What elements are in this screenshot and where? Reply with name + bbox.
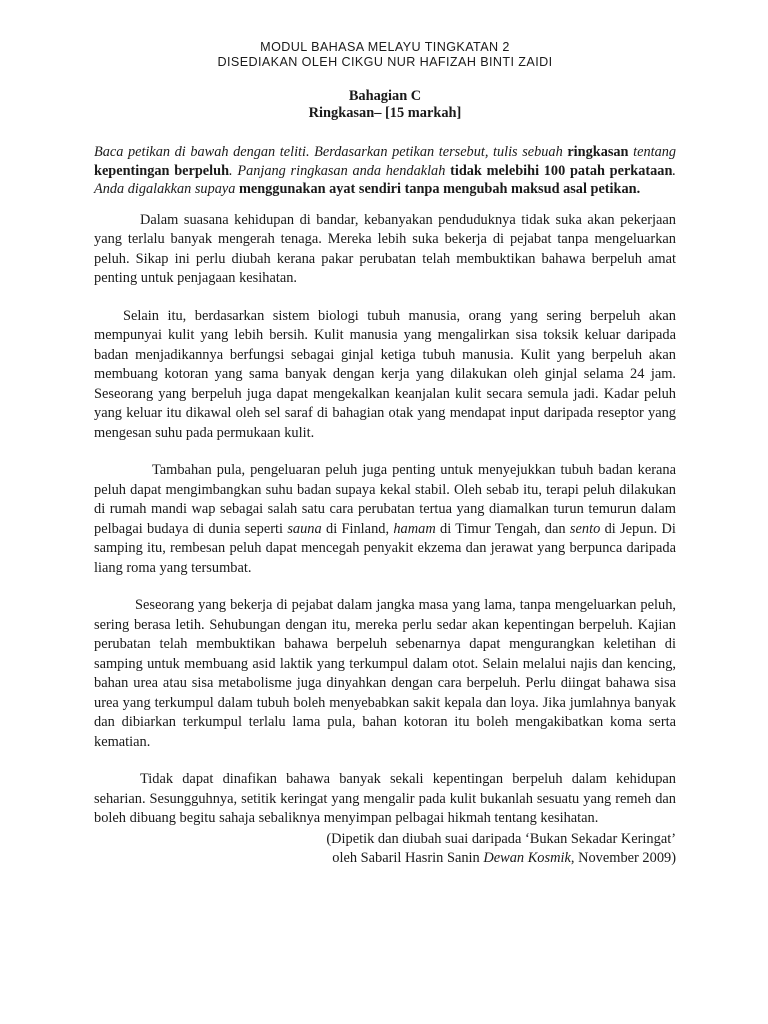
instr-text-1: Baca petikan di bawah dengan teliti. Berdasarkan petikan tersebut, tulis sebuah — [94, 144, 563, 160]
section-subtitle: Ringkasan– [15 markah] — [308, 105, 462, 121]
citation-line-2 — [94, 849, 676, 869]
section-heading — [94, 88, 676, 122]
passage-paragraph-3 — [94, 461, 676, 578]
citation-line-1: (Dipetik dan diubah suai daripada ‘Bukan Sekadar Keringat’ — [326, 830, 676, 847]
module-header — [94, 40, 676, 70]
citation-date: , November 2009) — [570, 850, 676, 867]
instr-text-3: . Panjang ringkasan anda hendaklah — [229, 162, 446, 179]
p3-text-d: di Jepun. Di samping itu, rembesan peluh dapat mencegah penyakit ekzema dan jerawat yang berpunca daripada liang roma yang tersumbat. — [94, 520, 676, 576]
term-sauna: sauna — [287, 520, 322, 537]
section-title: Bahagian C — [348, 88, 422, 104]
instr-bold-1: ringkasan — [567, 144, 629, 160]
citation-author: oleh Sabaril Hasrin Sanin — [332, 850, 480, 867]
module-title: MODUL BAHASA MELAYU TINGKATAN 2 — [260, 40, 510, 54]
instr-text-2: tentang — [633, 144, 677, 160]
citation-magazine: Dewan Kosmik — [483, 850, 571, 867]
passage-paragraph-5: Tidak dapat dinafikan bahawa banyak sekali kepentingan berpeluh dalam kehidupan seharian. Sesungguhnya, setitik keringat yang mengalir pada kulit bukanlah sesuatu yang remeh dan boleh dibuang begitu sahaja sebaliknya menyimpan pelbagai hikmah tentang kesihatan. — [94, 771, 676, 827]
passage-paragraph-4: Seseorang yang bekerja di pejabat dalam jangka masa yang lama, tanpa mengeluarkan peluh, sering berasa letih. Sehubungan dengan itu, mereka perlu sedar akan kepentingan berpeluh. Kajian perubatan telah membuktikan bahawa berpeluh sebenarnya dapat mengurangkan keletihan di samping untuk membuang asid laktik yang terkumpul dalam otot. Selain melalui najis dan kencing, bahan urea atau sisa metabolisme juga dinyahkan dengan cara berpeluh. Perlu diingat bahawa sisa urea yang terkumpul dalam tubuh boleh menyebabkan sakit kepala dan loya. Jika jumlahnya banyak dan dibiarkan terkumpul terlalu lama pula, bahan kotoran itu boleh mengakibatkan koma serta kematian. — [94, 597, 676, 750]
passage-paragraph-2: Selain itu, berdasarkan sistem biologi tubuh manusia, orang yang sering berpeluh akan mempunyai kulit yang lebih bersih. Kulit manusia yang mengalirkan sisa toksik keluar daripada badan menjadikannya berfungsi sebagai ginjal ketiga tubuh manusia. Kulit yang berpeluh akan membuang kotoran yang sama banyak dengan kerja yang dilakukan oleh ginjal selama 24 jam. Seseorang yang berpeluh juga dapat mengekalkan keanjalan kulit secara semula jadi. Kadar peluh yang keluar itu dikawal oleh sel saraf di bahagian otak yang mendapat input daripada reseptor yang mengesan suhu pada permukaan kulit. — [94, 307, 676, 441]
instr-bold-3: tidak melebihi 100 patah perkataan — [450, 162, 673, 179]
source-citation — [94, 830, 676, 869]
term-hamam: hamam — [393, 520, 436, 537]
author-line: DISEDIAKAN OLEH CIKGU NUR HAFIZAH BINTI ZAIDI — [217, 55, 553, 69]
passage-paragraph-1: Dalam suasana kehidupan di bandar, kebanyakan penduduknya tidak suka akan pekerjaan yang terlalu banyak mengerah tenaga. Mereka lebih suka bekerja di pejabat tanpa mengeluarkan peluh. Sikap ini perlu diubah kerana pakar perubatan telah membuktikan bahawa berpeluh amat penting untuk penjagaan kesihatan. — [94, 211, 676, 287]
term-sento: sento — [569, 520, 601, 537]
p3-text-a: Tambahan pula, pengeluaran peluh juga penting untuk menyejukkan tubuh badan kerana peluh dapat mengimbangkan suhu badan supaya kekal stabil. Oleh sebab itu, terapi peluh dilakukan di rumah mandi wap sebagai salah satu cara perubatan tertua yang diamalkan turun temurun dalam pelbagai budaya di dunia seperti — [94, 462, 676, 537]
instr-bold-2: kepentingan berpeluh — [94, 162, 230, 179]
instr-bold-4: menggunakan ayat sendiri tanpa mengubah maksud asal petikan. — [238, 181, 641, 198]
p3-text-c: di Timur Tengah, dan — [440, 520, 566, 537]
instr-text-4: . Anda digalakkan supaya — [94, 162, 676, 198]
instructions — [94, 143, 676, 199]
p3-text-b: di Finland, — [326, 520, 390, 537]
